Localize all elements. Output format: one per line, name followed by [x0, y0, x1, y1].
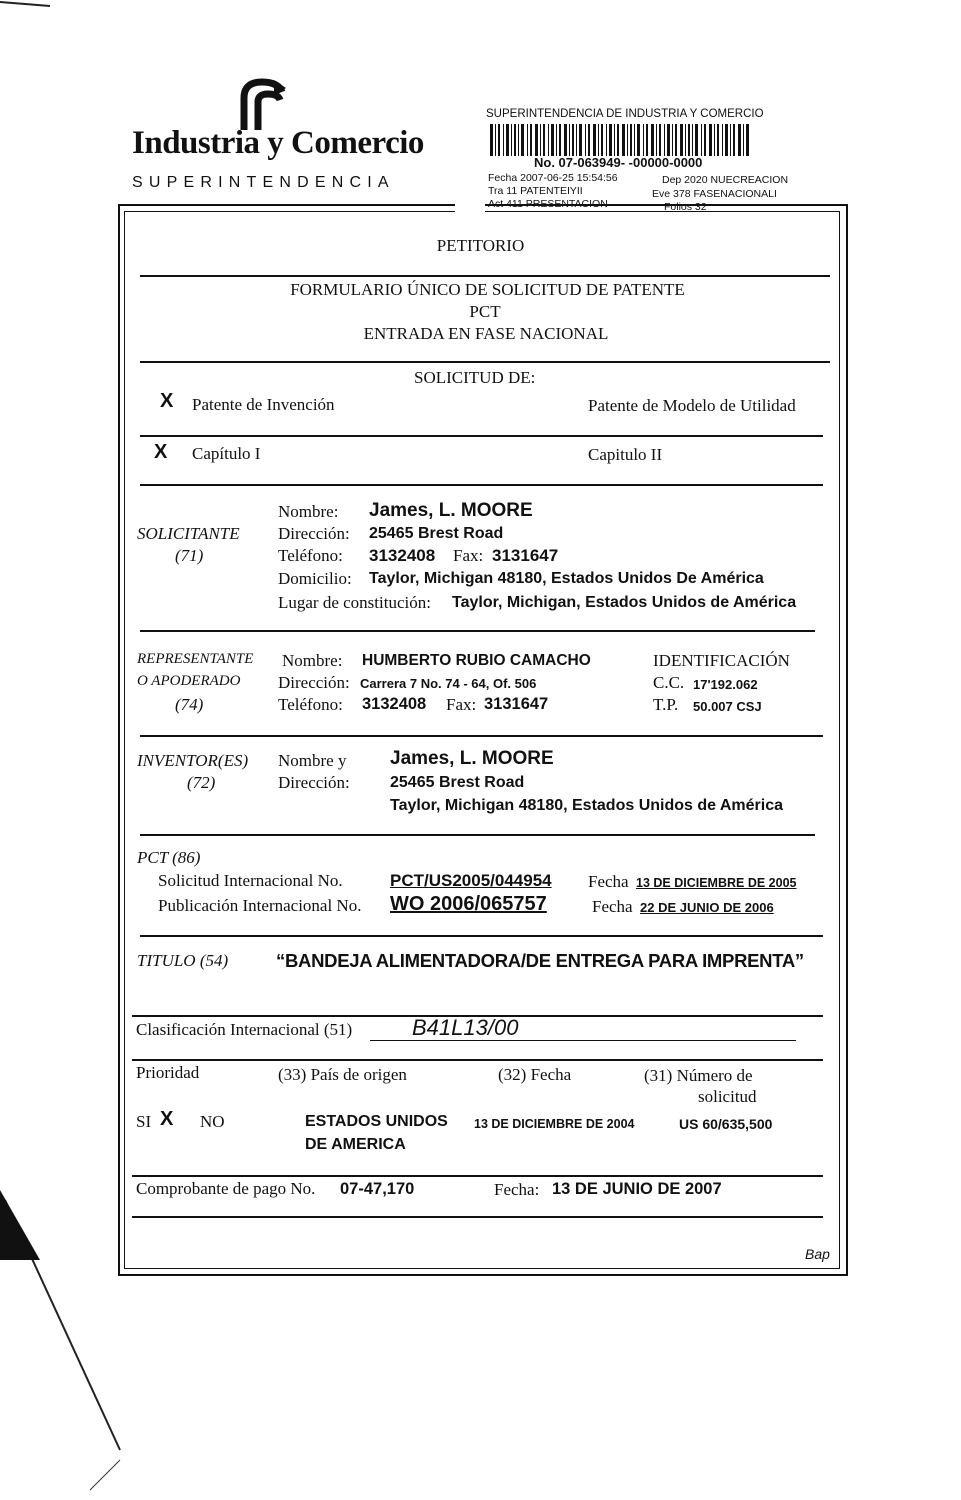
inventores-label: INVENTOR(ES): [137, 751, 249, 770]
titulo-label: TITULO (54): [137, 951, 229, 970]
rep-nombre-label: Nombre:: [282, 651, 343, 670]
capitulo-ii-label: Capitulo II: [588, 445, 663, 464]
pct-fecha2: 22 DE JUNIO DE 2006: [640, 900, 774, 915]
divider: [140, 484, 823, 486]
handwritten-note: [705, 1292, 709, 1318]
rep-fax-label: Fax:: [446, 695, 477, 714]
stamp-line2-left: Tra 11 PATENTEIYII: [488, 185, 583, 197]
form-subtitle-3: ENTRADA EN FASE NACIONAL: [363, 324, 609, 343]
solicitante-code: (71): [175, 546, 204, 565]
divider: [140, 834, 815, 836]
prioridad-numero: US 60/635,500: [679, 1116, 773, 1132]
divider: [132, 1059, 823, 1061]
capitulo-i-label: Capítulo I: [192, 444, 261, 463]
pago-fecha-label: Fecha:: [494, 1180, 540, 1199]
stamp-line3-right: Folios 32: [664, 201, 707, 213]
form-title: PETITORIO: [436, 236, 525, 255]
logo-brand: Industria y Comercio: [132, 125, 424, 161]
solicitante-fax: 3131647: [492, 546, 559, 565]
solicitante-domicilio: Taylor, Michigan 48180, Estados Unidos De América: [369, 570, 764, 587]
pct-label: PCT (86): [137, 848, 201, 867]
prioridad-fecha: 13 DE DICIEMBRE DE 2004: [474, 1117, 635, 1131]
tp-label: T.P.: [653, 695, 679, 714]
divider: [140, 361, 830, 363]
domicilio-label: Domicilio:: [278, 569, 352, 588]
pct-solicitud: PCT/US2005/044954: [390, 871, 552, 890]
apoderado-label: O APODERADO: [137, 673, 241, 689]
divider: [132, 1175, 823, 1177]
pct-fecha1: 13 DE DICIEMBRE DE 2005: [636, 876, 797, 890]
representante-telefono: 3132408: [362, 695, 427, 713]
divider: [140, 935, 823, 937]
prioridad-label: Prioridad: [136, 1063, 200, 1082]
patente-invencion-label: Patente de Invención: [192, 395, 335, 414]
no-label: NO: [200, 1112, 225, 1131]
inventor-direccion-2: Taylor, Michigan 48180, Estados Unidos de América: [390, 797, 784, 814]
si-label: SI: [136, 1112, 152, 1131]
scan-corner-icon: [0, 0, 60, 20]
representante-direccion: Carrera 7 No. 74 - 64, Of. 506: [360, 676, 537, 691]
representante-code: (74): [175, 695, 204, 714]
numero-header-2: solicitud: [698, 1087, 757, 1106]
rep-direccion-label: Dirección:: [278, 673, 350, 692]
pais-origen-2: DE AMERICA: [305, 1136, 406, 1153]
clasificacion-value: B41L13/00: [412, 1015, 519, 1040]
form-subtitle-2: PCT: [469, 302, 501, 321]
divider: [140, 630, 815, 632]
pct-publicacion: WO 2006/065757: [390, 893, 547, 915]
pct-fecha2-label: Fecha: [592, 897, 633, 916]
stamp-line3-left: Act 411 PRESENTACION: [488, 198, 608, 210]
direccion-label: Dirección:: [278, 524, 350, 543]
solicitante-lugar: Taylor, Michigan, Estados Unidos de América: [452, 594, 797, 611]
checkbox-capitulo-i[interactable]: X: [154, 441, 168, 463]
pago-numero: 07-47,170: [340, 1180, 415, 1198]
fecha-header: (32) Fecha: [498, 1065, 572, 1084]
numero-header-1: (31) Número de: [644, 1066, 753, 1085]
pago-label: Comprobante de pago No.: [136, 1179, 316, 1198]
barcode-icon: [490, 124, 752, 156]
logo-subtitle: SUPERINTENDENCIA: [132, 174, 395, 191]
stamp-line1-left: Fecha 2007-06-25 15:54:56: [488, 172, 618, 184]
representante-nombre: HUMBERTO RUBIO CAMACHO: [362, 652, 591, 669]
stamp-org: SUPERINTENDENCIA DE INDUSTRIA Y COMERCIO: [486, 108, 764, 120]
solicitante-direccion: 25465 Brest Road: [369, 525, 504, 542]
representante-cc: 17'192.062: [693, 677, 758, 692]
nombre-label: Nombre:: [278, 502, 339, 521]
representante-label: REPRESENTANTE: [137, 651, 254, 667]
stamp-number: No. 07-063949- -00000-0000: [534, 155, 703, 170]
titulo-value: “BANDEJA ALIMENTADORA/DE ENTREGA PARA IMPRENTA”: [276, 950, 804, 971]
telefono-label: Teléfono:: [278, 546, 343, 565]
inventor-nombre: James, L. MOORE: [390, 748, 554, 769]
lugar-label: Lugar de constitución:: [278, 593, 431, 612]
solicitante-label: SOLICITANTE: [137, 524, 240, 543]
patente-modelo-label: Patente de Modelo de Utilidad: [588, 396, 796, 415]
scan-artifact-icon: [0, 1190, 140, 1500]
stamp-line2-right: Eve 378 FASENACIONALI: [652, 188, 777, 200]
solicitante-nombre: James, L. MOORE: [369, 500, 533, 521]
checkbox-patente-invencion[interactable]: X: [160, 390, 174, 412]
pais-origen-1: ESTADOS UNIDOS: [305, 1113, 448, 1130]
form-subtitle-1: FORMULARIO ÚNICO DE SOLICITUD DE PATENTE: [290, 280, 685, 299]
inventor-direccion-1: 25465 Brest Road: [390, 774, 525, 791]
pais-header: (33) País de origen: [278, 1065, 407, 1084]
representante-tp: 50.007 CSJ: [693, 699, 762, 714]
inv-direccion-label: Dirección:: [278, 773, 350, 792]
divider: [140, 435, 823, 437]
pct-fecha1-label: Fecha: [588, 872, 629, 891]
inventores-code: (72): [187, 773, 216, 792]
pct-publicacion-label: Publicación Internacional No.: [158, 896, 362, 915]
divider: [140, 275, 830, 277]
identificacion-label: IDENTIFICACIÓN: [653, 651, 790, 670]
representante-fax: 3131647: [484, 695, 549, 713]
checkbox-prioridad-si[interactable]: X: [160, 1108, 174, 1130]
cc-label: C.C.: [653, 673, 685, 692]
sic-logo-icon: [234, 76, 292, 132]
reviewer-initials: Bap: [805, 1246, 830, 1262]
pago-fecha: 13 DE JUNIO DE 2007: [552, 1180, 722, 1198]
pct-solicitud-label: Solicitud Internacional No.: [158, 871, 343, 890]
frame-gap: [455, 200, 485, 216]
rep-telefono-label: Teléfono:: [278, 695, 343, 714]
solicitud-de-label: SOLICITUD DE:: [414, 368, 536, 387]
divider: [140, 735, 823, 737]
solicitante-telefono: 3132408: [369, 546, 436, 565]
inv-nombre-label: Nombre y: [278, 751, 347, 770]
stamp-line1-right: Dep 2020 NUECREACION: [662, 174, 789, 186]
fax-label: Fax:: [453, 546, 484, 565]
divider: [132, 1216, 823, 1218]
clasificacion-label: Clasificación Internacional (51): [136, 1020, 353, 1039]
